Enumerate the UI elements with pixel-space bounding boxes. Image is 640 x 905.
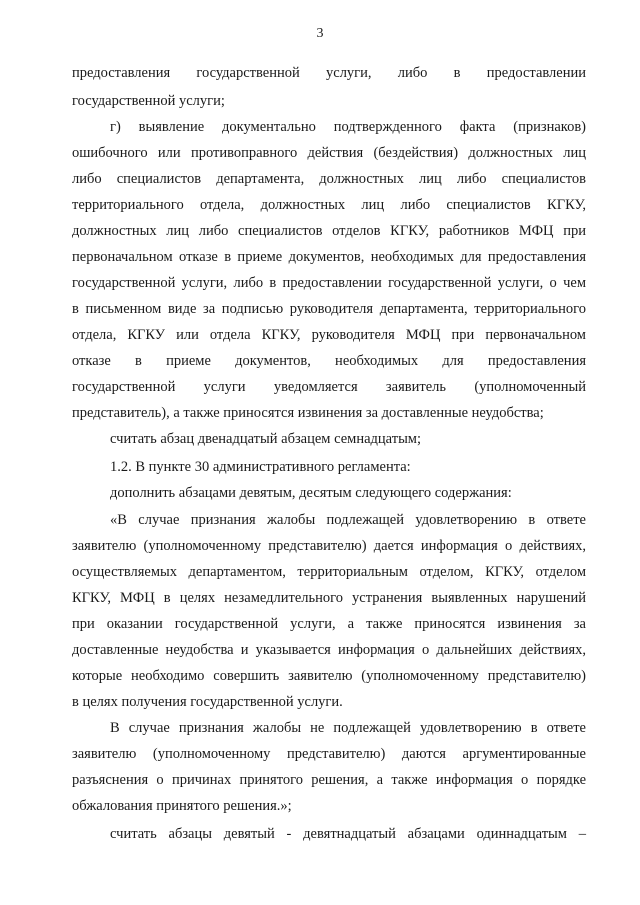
- text-line: первоначальном отказе в приеме документов, необходимых для предоставления: [72, 249, 586, 265]
- text-line: ошибочного или противоправного действия (бездействия) должностных лиц: [72, 145, 586, 161]
- text-line: либо специалистов департамента, должностных лиц либо специалистов: [72, 171, 586, 187]
- text-line: доставленные неудобства и указывается информация о дальнейших действиях,: [72, 642, 586, 658]
- text-line: считать абзацы девятый - девятнадцатый абзацами одиннадцатым –: [110, 826, 586, 842]
- text-line: должностных лиц либо специалистов отделов КГКУ, работников МФЦ при: [72, 223, 586, 239]
- page-number: 3: [316, 26, 324, 41]
- text-line: 1.2. В пункте 30 административного регламента:: [110, 459, 411, 475]
- text-line: «В случае признания жалобы подлежащей удовлетворению в ответе: [110, 512, 586, 528]
- text-line: разъяснения о причинах принятого решения, а также информация о порядке: [72, 772, 586, 788]
- text-line: представитель), а также приносятся извинения за доставленные неудобства;: [72, 405, 544, 421]
- text-line: г) выявление документально подтвержденного факта (признаков): [110, 119, 586, 135]
- text-line: дополнить абзацами девятым, десятым следующего содержания:: [110, 485, 512, 501]
- text-line: отказе в приеме документов, необходимых для предоставления: [72, 353, 586, 369]
- text-line: в целях получения государственной услуги.: [72, 694, 343, 710]
- text-line: считать абзац двенадцатый абзацем семнадцатым;: [110, 431, 422, 447]
- text-line: КГКУ, МФЦ в целях незамедлительного устранения выявленных нарушений: [72, 590, 586, 606]
- text-line: государственной услуги, либо в предоставлении государственной услуги, о чем: [72, 275, 586, 291]
- text-line: государственной услуги;: [72, 93, 225, 109]
- text-line: осуществляемых департаментом, территориальным отделом, КГКУ, отделом: [72, 564, 586, 580]
- text-line: предоставления государственной услуги, либо в предоставлении: [72, 65, 586, 81]
- text-line: заявителю (уполномоченному представителю) дается информация о действиях,: [72, 538, 586, 554]
- text-line: заявителю (уполномоченному представителю) даются аргументированные: [72, 746, 586, 762]
- text-line: территориального отдела, должностных лиц либо специалистов КГКУ,: [72, 197, 586, 213]
- text-line: В случае признания жалобы не подлежащей удовлетворению в ответе: [110, 720, 586, 736]
- text-line: при оказании государственной услуги, а также приносятся извинения за: [72, 616, 586, 632]
- text-line: отдела, КГКУ или отдела КГКУ, руководителя МФЦ при первоначальном: [72, 327, 586, 343]
- text-line: государственной услуги уведомляется заявитель (уполномоченный: [72, 379, 586, 395]
- text-line: которые необходимо совершить заявителю (уполномоченному представителю): [72, 668, 586, 684]
- text-line: в письменном виде за подписью руководителя департамента, территориального: [72, 301, 586, 317]
- text-line: обжалования принятого решения.»;: [72, 798, 292, 814]
